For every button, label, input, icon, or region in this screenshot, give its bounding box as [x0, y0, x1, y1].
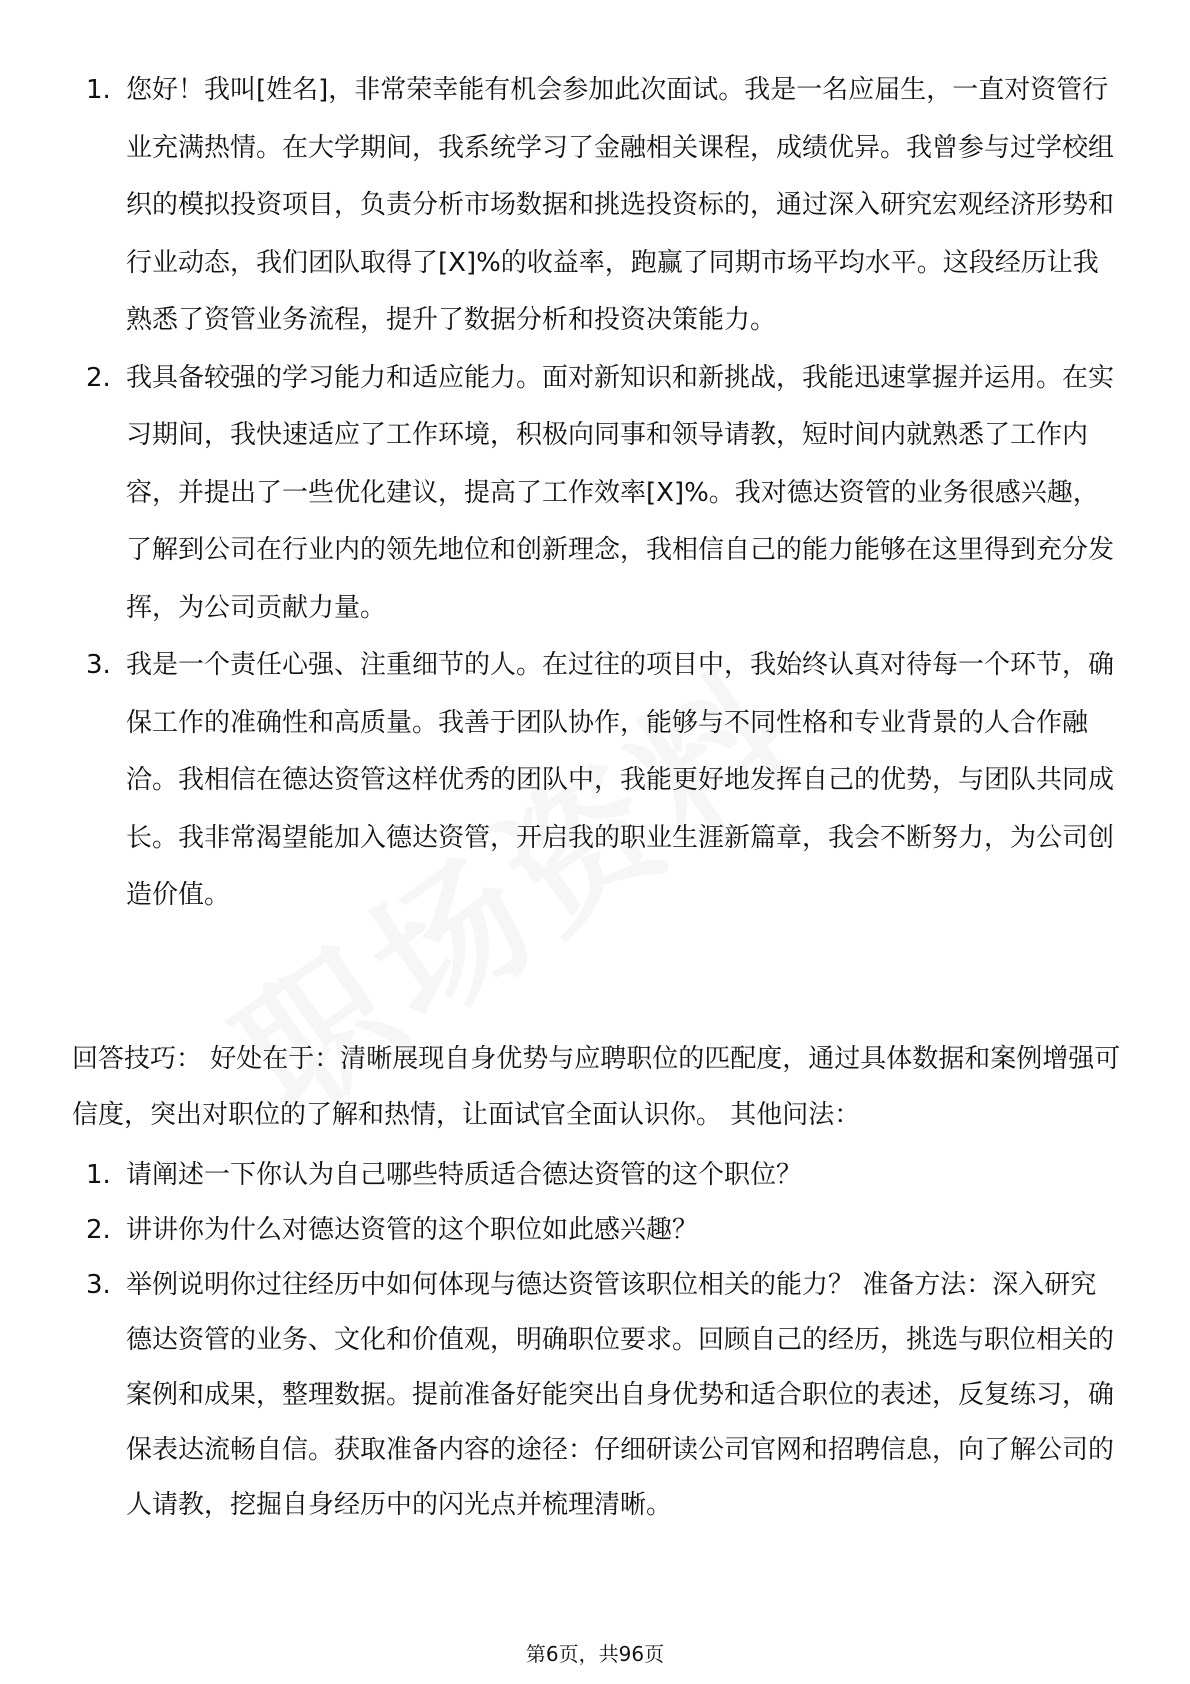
- list-item: [72, 1203, 1122, 1258]
- list-number: 3.: [86, 1270, 111, 1300]
- list-item: [72, 637, 1122, 925]
- answer-tips-paragraph: 回答技巧： 好处在于：清晰展现自身优势与应聘职位的匹配度，通过具体数据和案例增强可信度，突出对职位的了解和热情，让面试官全面认识你。 其他问法：: [72, 1044, 1121, 1130]
- list-number: 1.: [86, 75, 111, 105]
- list-text: 讲讲你为什么对德达资管的这个职位如此感兴趣？: [126, 1215, 699, 1245]
- list-text: 我具备较强的学习能力和适应能力。面对新知识和新挑战，我能迅速掌握并运用。在实习期间，我快速适应了工作环境，积极向同事和领导请教，短时间内就熟悉了工作内容，并提出了一些优化建议，提高了工作效率[X]%。我对德达资管的业务很感兴趣，了解到公司在行业内的领先地位和创新理念，我相信自己的能力能够在这里得到充分发挥，为公司贡献力量。: [126, 362, 1115, 623]
- list-item: [72, 350, 1122, 638]
- answer-list: [72, 62, 1122, 925]
- list-number: 3.: [86, 650, 111, 680]
- list-item: [72, 62, 1122, 350]
- list-item: [72, 1148, 1122, 1203]
- list-text: 举例说明你过往经历中如何体现与德达资管该职位相关的能力？ 准备方法：深入研究德达资管的业务、文化和价值观，明确职位要求。回顾自己的经历，挑选与职位相关的案例和成果，整理数据。提前准备好能突出自身优势和适合职位的表述，反复练习，确保表达流畅自信。获取准备内容的途径：仔细研读公司官网和招聘信息，向了解公司的人请教，挖掘自身经历中的闪光点并梳理清晰。: [126, 1270, 1115, 1520]
- list-item: [72, 1258, 1122, 1533]
- list-text: 我是一个责任心强、注重细节的人。在过往的项目中，我始终认真对待每一个环节，确保工作的准确性和高质量。我善于团队协作，能够与不同性格和专业背景的人合作融洽。我相信在德达资管这样优秀的团队中，我能更好地发挥自己的优势，与团队共同成长。我非常渴望能加入德达资管，开启我的职业生涯新篇章，我会不断努力，为公司创造价值。: [126, 650, 1115, 910]
- list-number: 2.: [86, 362, 111, 393]
- list-number: 2.: [86, 1215, 111, 1245]
- page-number-footer: 第6页，共96页: [525, 1642, 665, 1666]
- alternative-questions-list: [72, 1148, 1122, 1533]
- list-number: 1.: [86, 1160, 111, 1190]
- list-text: 请阐述一下你认为自己哪些特质适合德达资管的这个职位？: [126, 1160, 803, 1190]
- list-text: 您好！我叫[姓名]，非常荣幸能有机会参加此次面试。我是一名应届生，一直对资管行业充满热情。在大学期间，我系统学习了金融相关课程，成绩优异。我曾参与过学校组织的模拟投资项目，负责分析市场数据和挑选投资标的，通过深入研究宏观经济形势和行业动态，我们团队取得了[X]%的收益率，跑赢了同期市场平均水平。这段经历让我熟悉了资管业务流程，提升了数据分析和投资决策能力。: [126, 75, 1115, 335]
